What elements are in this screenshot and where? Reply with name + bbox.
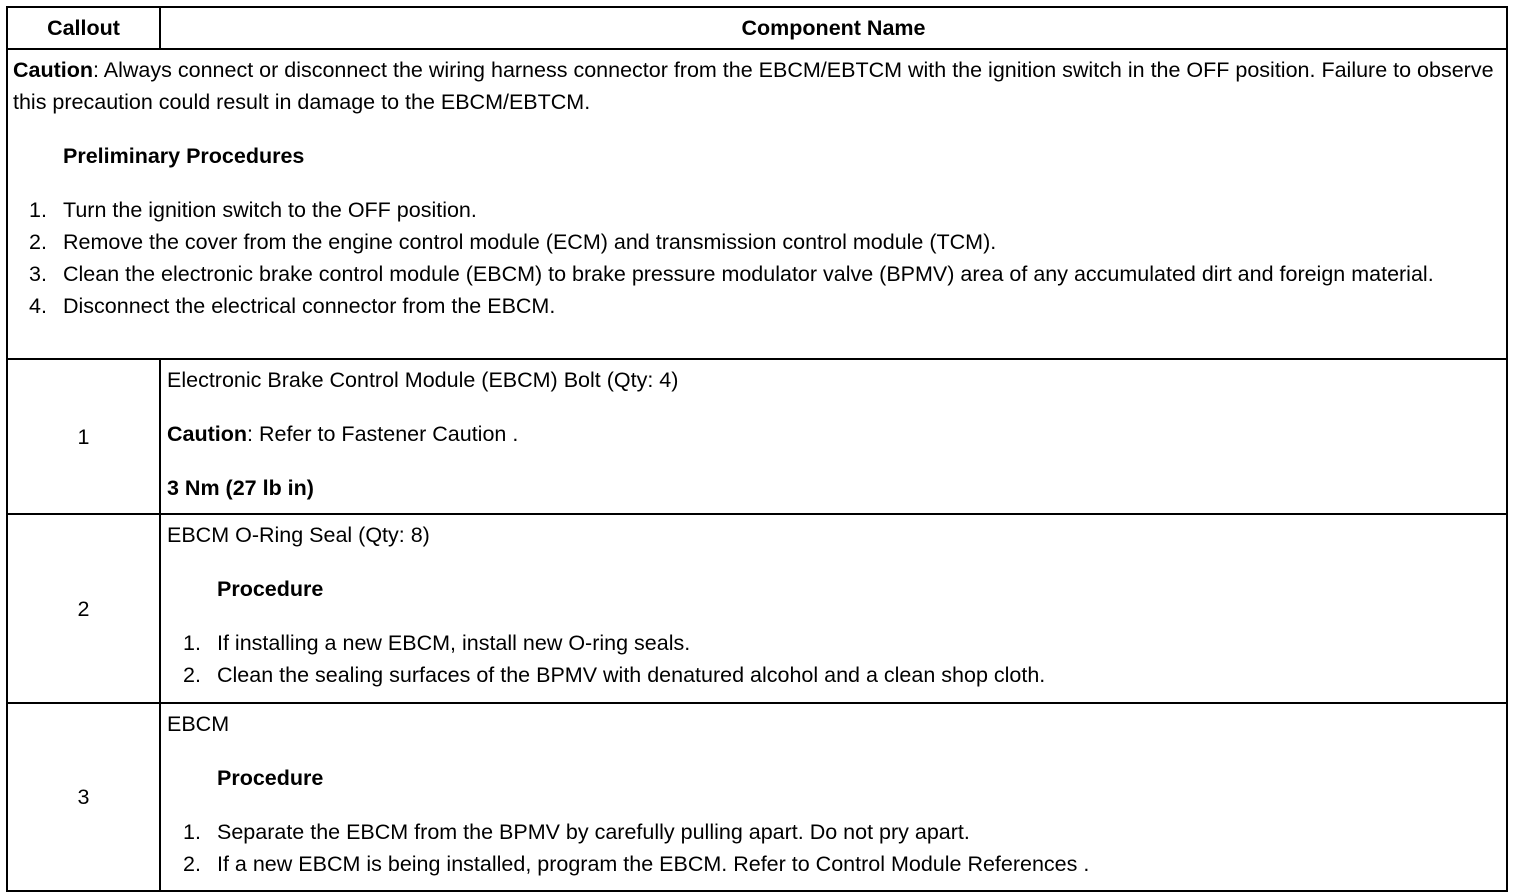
- step-text: Separate the EBCM from the BPMV by carefully pulling apart. Do not pry apart.: [217, 820, 970, 844]
- list-item: [167, 816, 1500, 848]
- list-item: [13, 290, 1500, 322]
- step-number: 4.: [29, 294, 47, 318]
- component-table: [6, 6, 1508, 892]
- component-name: EBCM O-Ring Seal (Qty: 8): [167, 523, 430, 547]
- component-name: EBCM: [167, 712, 230, 736]
- component-name-column-header: Component Name: [160, 7, 1507, 49]
- callout-number: 2: [7, 514, 160, 703]
- step-number: 1.: [183, 631, 201, 655]
- table-header-row: [7, 7, 1507, 49]
- step-text: Turn the ignition switch to the OFF position.: [63, 198, 477, 222]
- caution-text: : Always connect or disconnect the wiring harness connector from the EBCM/EBTCM with the ignition switch in the OFF position. Failure to observe this precaution could result in damage to the EBCM/EBTCM.: [13, 58, 1494, 114]
- list-item: [13, 226, 1500, 258]
- list-item: [13, 258, 1500, 290]
- table-row: [7, 514, 1507, 703]
- list-item: [167, 659, 1500, 691]
- caution-label: Caution: [167, 422, 248, 446]
- procedure-steps-list: [167, 627, 1500, 691]
- table-row: [7, 703, 1507, 891]
- step-number: 2.: [183, 663, 201, 687]
- component-cell: [160, 359, 1507, 514]
- list-item: [167, 848, 1500, 880]
- table-row: [7, 359, 1507, 514]
- preliminary-cell: [7, 49, 1507, 359]
- preliminary-row: [7, 49, 1507, 359]
- procedure-heading: Procedure: [217, 577, 324, 601]
- component-cell: [160, 703, 1507, 891]
- component-cell: [160, 514, 1507, 703]
- step-number: 3.: [29, 262, 47, 286]
- preliminary-steps-list: [13, 194, 1500, 322]
- procedure-heading: Procedure: [217, 766, 324, 790]
- list-item: [13, 194, 1500, 226]
- step-text: If a new EBCM is being installed, program the EBCM. Refer to Control Module References .: [217, 852, 1090, 876]
- step-number: 1.: [29, 198, 47, 222]
- torque-value: 3 Nm (27 lb in): [167, 476, 314, 500]
- step-number: 1.: [183, 820, 201, 844]
- component-name: Electronic Brake Control Module (EBCM) Bolt (Qty: 4): [167, 368, 679, 392]
- step-text: If installing a new EBCM, install new O-ring seals.: [217, 631, 691, 655]
- procedure-steps-list: [167, 816, 1500, 880]
- step-text: Disconnect the electrical connector from the EBCM.: [63, 294, 556, 318]
- torque-spec: [167, 472, 1500, 504]
- callout-number: 3: [7, 703, 160, 891]
- list-item: [167, 627, 1500, 659]
- step-text: Clean the sealing surfaces of the BPMV with denatured alcohol and a clean shop cloth.: [217, 663, 1046, 687]
- caution-paragraph: [167, 418, 1500, 450]
- preliminary-procedures-heading: Preliminary Procedures: [63, 144, 305, 168]
- step-number: 2.: [183, 852, 201, 876]
- caution-paragraph: [13, 54, 1500, 118]
- step-text: Remove the cover from the engine control module (ECM) and transmission control module (TCM).: [63, 230, 997, 254]
- step-number: 2.: [29, 230, 47, 254]
- caution-text: : Refer to Fastener Caution .: [247, 422, 519, 446]
- callout-column-header: Callout: [7, 7, 160, 49]
- caution-label: Caution: [13, 58, 94, 82]
- step-text: Clean the electronic brake control module (EBCM) to brake pressure modulator valve (BPMV) area of any accumulated dirt and foreign material.: [63, 262, 1434, 286]
- callout-number: 1: [7, 359, 160, 514]
